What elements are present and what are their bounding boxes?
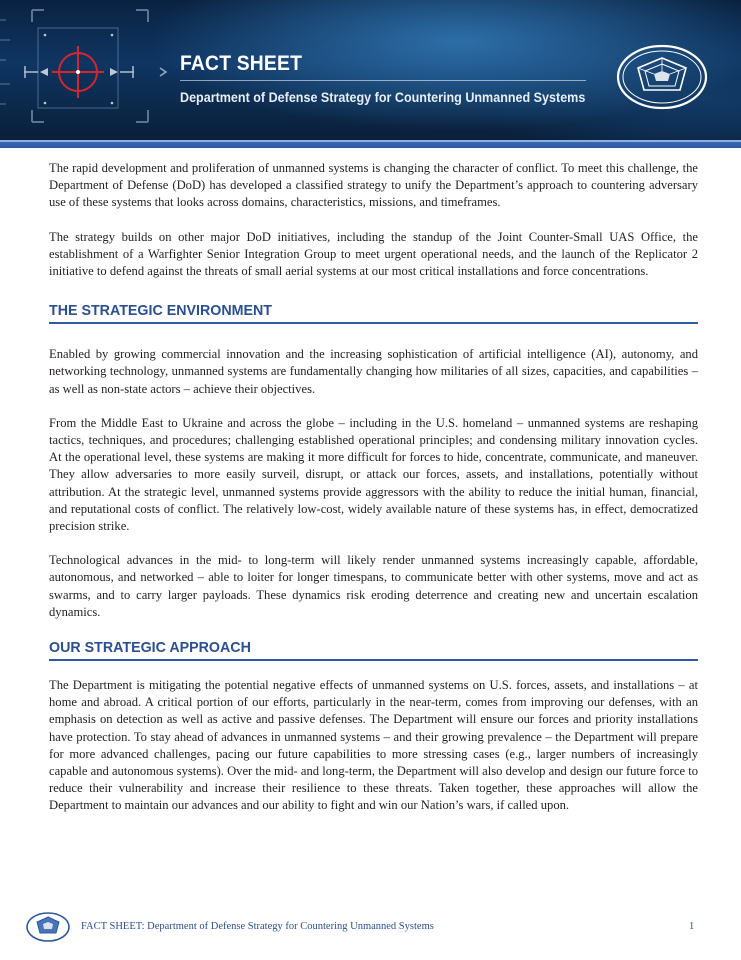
header-accent-highlight [0,140,741,142]
document-body [49,160,698,815]
page-title: FACT SHEET [180,52,303,75]
title-divider [180,80,586,81]
intro-paragraph: The strategy builds on other major DoD initiatives, including the standup of the Joint Counter-Small UAS Office, the establishment of a Warfighter Senior Integration Group to meet urgent operational needs, and the launch of the Replicator 2 initiative to defend against the threats of small aerial systems at our most critical installations and force concentrations. [49,229,698,279]
intro-paragraph: The rapid development and proliferation of unmanned systems is changing the character of conflict. To meet this challenge, the Department of Defense (DoD) has developed a classified strategy to unify the Department’s approach to countering adversary use of these systems that looks across domains, characteristics, missions, and timeframes. [49,161,698,210]
section-paragraph: From the Middle East to Ukraine and across the globe – including in the U.S. homeland – unmanned systems are reshaping tactics, techniques, and procedures; challenging established operational principles; and condensing military innovation cycles. At the operational level, these systems are making it more difficult for forces to hide, concentrate, communicate, and maneuver. They allow adversaries to more easily surveil, disrupt, or attack our forces, assets, and installations, potentially without attribution. At the strategic level, unmanned systems provide aggressors with the ability to reduce the initial human, financial, and reputational costs of conflict. The relatively low-cost, widely available nature of these systems has, in effect, democratized precision strike. [49,415,698,534]
pentagon-seal-icon [616,44,708,110]
section-heading-text: THE STRATEGIC ENVIRONMENT [49,302,272,320]
page-subtitle: Department of Defense Strategy for Countering Unmanned Systems [180,90,586,105]
pentagon-seal-icon [26,912,70,942]
section-heading-strategic-environment [49,302,698,324]
section-paragraph: The Department is mitigating the potential negative effects of unmanned systems on U.S. forces, assets, and installations – at home and abroad. A critical portion of our efforts, particularly in the near-term, comes from improving our defenses, with an emphasis on detection as well as active and passive defenses. The Department will ensure our forces and priority installations have protection. To stay ahead of advances in unmanned systems – and their growing prevalence – the Department will prepare for more advanced challenges, pacing our future capabilities to more stressing cases (e.g., larger numbers of increasingly capable and autonomous systems). Over the mid- and long-term, the Department will also develop and design our future force to reduce their vulnerability and increase their resilience to these threats. Taken together, these approaches will allow the Department to maintain our advances and our ability to fight and win our Nation’s wars, if called upon. [49,678,698,813]
section-paragraph: Technological advances in the mid- to long-term will likely render unmanned systems increasingly capable, affordable, autonomous, and networked – able to loiter for longer timespans, to communicate better with other systems, move and act as swarms, and to carry larger payloads. These dynamics risk eroding deterrence and creating new and uncertain escalation dynamics. [49,553,698,619]
section-heading-strategic-approach [49,639,698,661]
footer-title: FACT SHEET: Department of Defense Strategy for Countering Unmanned Systems [81,921,434,932]
targeting-reticle-icon [0,0,175,140]
header-banner [0,0,741,140]
section-paragraph: Enabled by growing commercial innovation and the increasing sophistication of artificial intelligence (AI), autonomy, and networking technology, unmanned systems are fundamentally changing how militaries of all sizes, capacities, and capabilities – as well as non-state actors – achieve their objectives. [49,347,698,396]
section-heading-text: OUR STRATEGIC APPROACH [49,639,251,657]
page-number: 1 [689,921,695,932]
